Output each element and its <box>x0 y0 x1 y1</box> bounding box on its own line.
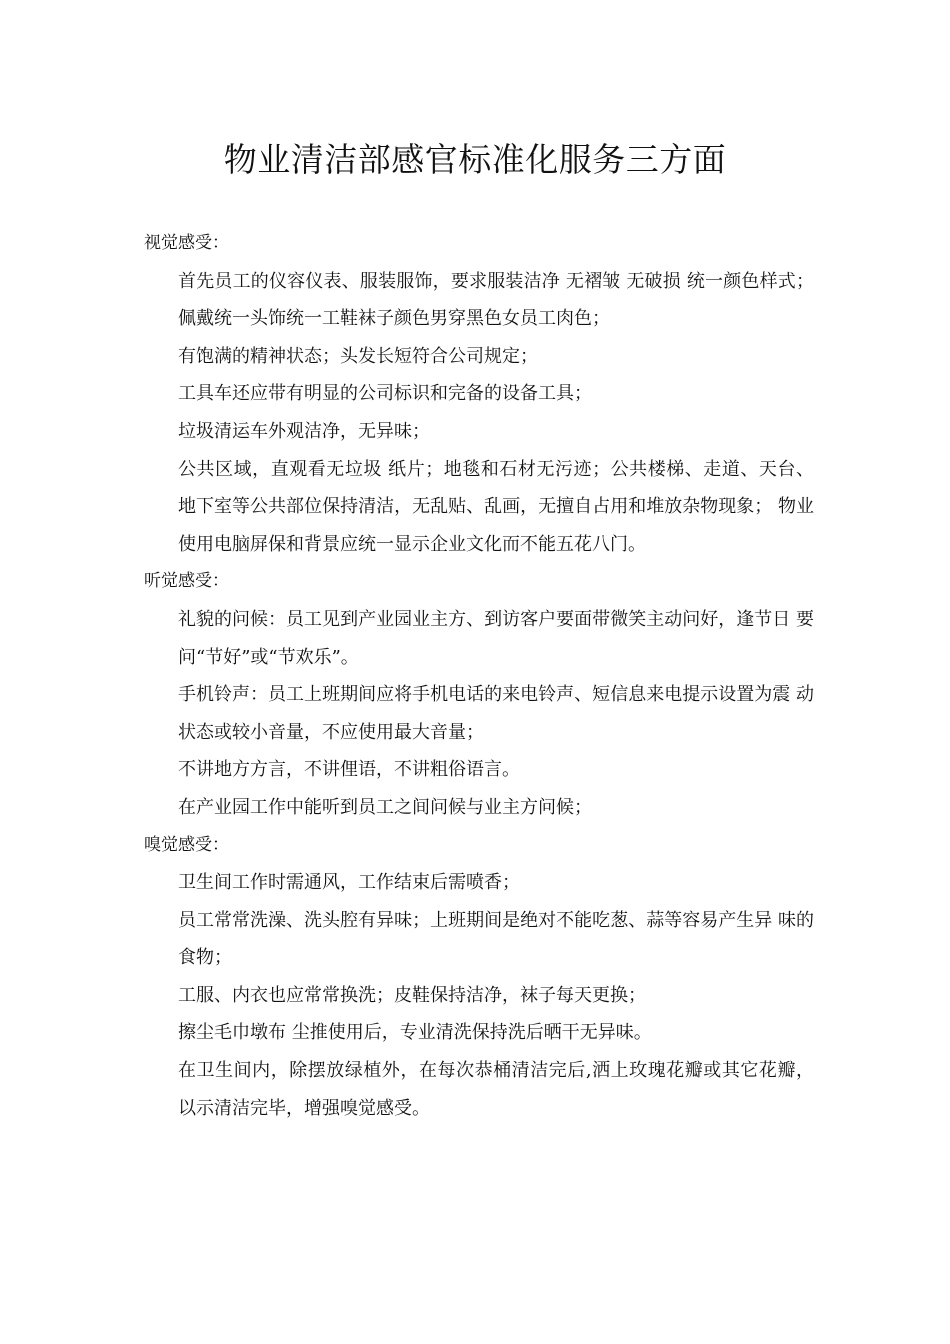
section-olfactory <box>144 827 814 1128</box>
paragraph: 首先员工的仪容仪表、服装服饰，要求服装洁净 无褶皱 无破损 统一颜色样式；佩戴统一头饰统一工鞋袜子颜色男穿黑色女员工肉色； <box>178 270 814 330</box>
paragraph: 公共区域，直观看无垃圾 纸片；地毯和石材无污迹；公共楼梯、走道、天台、 地下室等公共部位保持清洁，无乱贴、乱画，无擅自占用和堆放杂物现象； 物业使用电脑屏保和背景应统一显示企业文化而不能五花八门。 <box>178 458 814 555</box>
paragraph: 员工常常洗澡、洗头腔有异味；上班期间是绝对不能吃葱、蒜等容易产生异 味的食物； <box>178 909 814 969</box>
paragraph: 擦尘毛巾墩布 尘推使用后，专业清洗保持洗后晒干无异味。 <box>178 1022 652 1044</box>
page-title: 物业清洁部感官标准化服务三方面 <box>223 140 727 179</box>
paragraph: 垃圾清运车外观洁净，无异味； <box>178 420 430 442</box>
paragraph: 在产业园工作中能听到员工之间问候与业主方问候； <box>178 796 592 818</box>
section-visual <box>144 225 814 563</box>
section-heading: 视觉感受： <box>144 233 229 253</box>
document-body <box>144 225 814 1127</box>
section-auditory <box>144 563 814 826</box>
paragraph: 不讲地方方言，不讲俚语，不讲粗俗语言。 <box>178 759 520 781</box>
paragraph: 工服、内衣也应常常换洗；皮鞋保持洁净，袜子每天更换； <box>178 984 646 1006</box>
paragraph: 在卫生间内，除摆放绿植外，在每次恭桶清洁完后,洒上玫瑰花瓣或其它花瓣， 以示清洁完毕，增强嗅觉感受。 <box>178 1060 814 1119</box>
paragraph: 有饱满的精神状态；头发长短符合公司规定； <box>178 345 538 367</box>
paragraph: 工具车还应带有明显的公司标识和完备的设备工具； <box>178 383 592 405</box>
paragraph: 卫生间工作时需通风，工作结束后需喷香； <box>178 872 520 894</box>
section-heading: 嗅觉感受： <box>144 834 229 855</box>
paragraph: 手机铃声：员工上班期间应将手机电话的来电铃声、短信息来电提示设置为震 动状态或较小音量，不应使用最大音量； <box>178 684 814 743</box>
section-heading: 听觉感受： <box>144 571 229 592</box>
paragraph: 礼貌的问候：员工见到产业园业主方、到访客户要面带微笑主动问好，逢节日 要问“节好”或“节欢乐”。 <box>178 608 814 668</box>
